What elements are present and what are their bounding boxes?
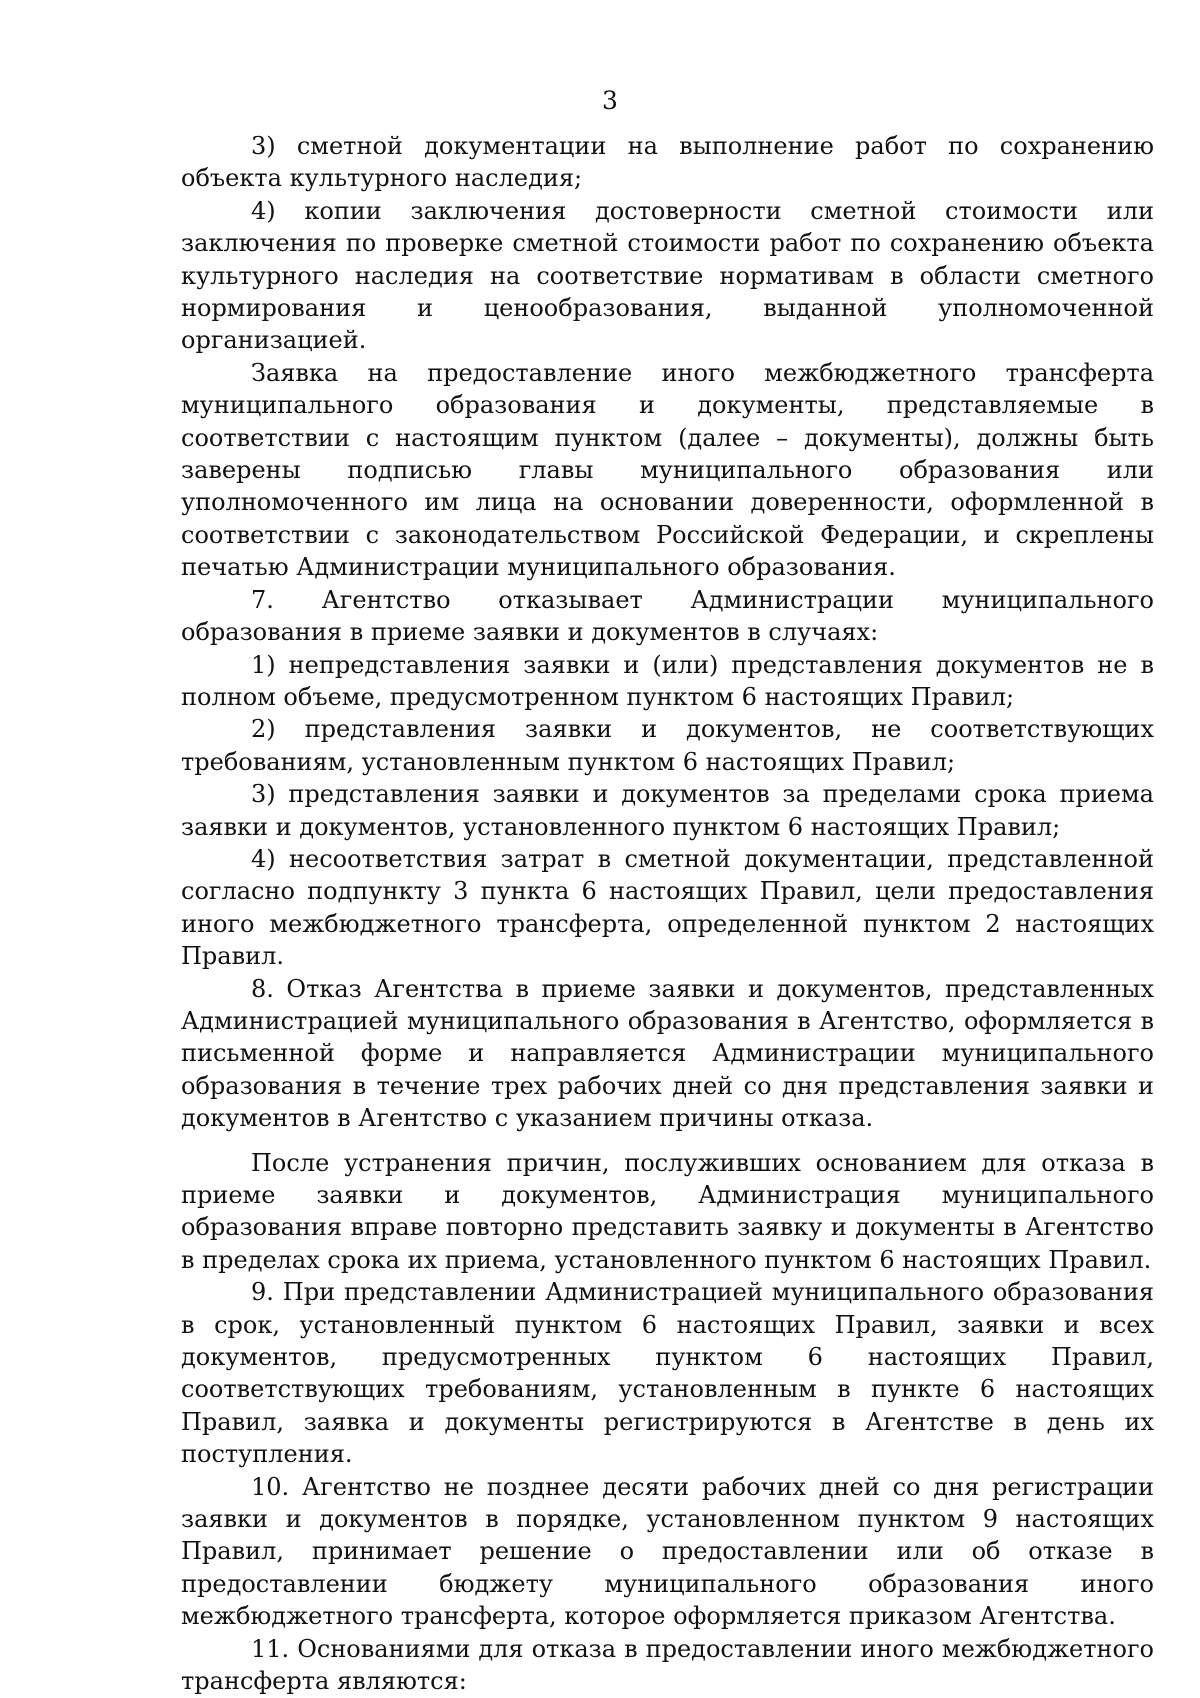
paragraph-clause-10: 10. Агентство не позднее десяти рабочих дней со дня регистрации заявки и документов в порядке, установленном пунктом 9 настоящих Правил, принимает решение о предоставлении или об отказе в предоставлении бюджету муниципального образования иного межбюджетного трансферта, которое оформляется приказом Агентства.	[181, 1472, 1154, 1631]
page-number: 3	[602, 86, 618, 115]
paragraph-clause-7-item-4: 4) несоответствия затрат в сметной документации, представленной согласно подпункту 3 пункта 6 настоящих Правил, цели предоставления иного межбюджетного трансферта, определенной пунктом 2 настоящих Правил.	[181, 844, 1154, 971]
paragraph-clause-7-item-1: 1) непредставления заявки и (или) представления документов не в полном объеме, предусмотренном пунктом 6 настоящих Правил;	[181, 650, 1154, 711]
paragraph-application-certification: Заявка на предоставление иного межбюджетного трансферта муниципального образования и документы, представляемые в соответствии с настоящим пунктом (далее – документы), должны быть заверены подписью главы муниципального образования или уполномоченного им лица на основании доверенности, оформленной в соответствии с законодательством Российской Федерации, и скреплены печатью Администрации муниципального образования.	[181, 358, 1154, 582]
paragraph-item-4: 4) копии заключения достоверности сметной стоимости или заключения по проверке сметной стоимости работ по сохранению объекта культурного наследия на соответствие нормативам в области сметного нормирования и ценообразования, выданной уполномоченной организацией.	[181, 196, 1154, 355]
paragraph-clause-8-resubmission: После устранения причин, послуживших основанием для отказа в приеме заявки и документов, Администрация муниципального образования вправе повторно представить заявку и документы в Агентство в пределах срока их приема, установленного пунктом 6 настоящих Правил.	[181, 1148, 1154, 1274]
paragraph-clause-11: 11. Основаниями для отказа в предоставлении иного межбюджетного трансферта являются:	[181, 1634, 1154, 1696]
paragraph-clause-7-item-2: 2) представления заявки и документов, не соответствующих требованиям, установленным пунктом 6 настоящих Правил;	[181, 715, 1154, 776]
paragraph-clause-8: 8. Отказ Агентства в приеме заявки и документов, представленных Администрацией муниципального образования в Агентство, оформляется в письменной форме и направляется Администрации муниципального образования в течение трех рабочих дней со дня представления заявки и документов в Агентство с указанием причины отказа.	[181, 974, 1154, 1133]
paragraph-clause-7: 7. Агентство отказывает Администрации муниципального образования в приеме заявки и документов в случаях:	[181, 585, 1154, 647]
paragraph-item-3: 3) сметной документации на выполнение работ по сохранению объекта культурного наследия;	[181, 132, 1154, 193]
paragraph-clause-9: 9. При представлении Администрацией муниципального образования в срок, установленный пунктом 6 настоящих Правил, заявки и всех документов, предусмотренных пунктом 6 настоящих Правил, соответствующих требованиям, установленным в пункте 6 настоящих Правил, заявка и документы регистрируются в Агентстве в день их поступления.	[181, 1278, 1154, 1469]
document-body	[181, 130, 1154, 1698]
paragraph-clause-7-item-3: 3) представления заявки и документов за пределами срока приема заявки и документов, установленного пунктом 6 настоящих Правил;	[181, 780, 1154, 841]
